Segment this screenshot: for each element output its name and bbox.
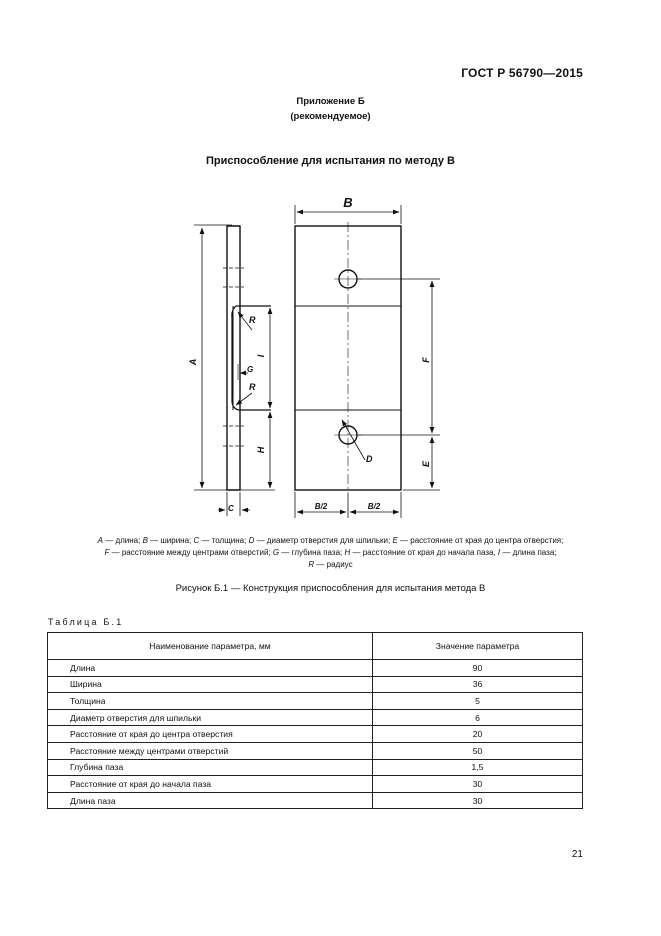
table-row [48,709,583,726]
legend-symbol: C [193,536,200,545]
parameters-table [47,632,583,809]
side-view [194,225,275,516]
legend-symbol: E [392,536,398,545]
legend-text: — глубина паза; [279,548,345,557]
parameter-name: Диаметр отверстия для шпильки [48,709,373,726]
legend-symbol: B [142,536,148,545]
legend-symbol: G [272,548,280,557]
figure-caption: Рисунок Б.1 — Конструкция приспособления для испытания метода В [175,583,486,594]
figure-title: Приспособление для испытания по методу В [206,155,455,167]
page-number: 21 [571,849,583,860]
label-e: E [421,460,431,468]
annex-title: Приложение Б [296,96,365,107]
legend-text: — радиус [314,560,353,569]
label-r-top: R [249,315,256,325]
parameter-value: 30 [373,776,583,793]
parameter-name: Глубина паза [48,759,373,776]
legend-line-2 [50,547,611,559]
legend-line-3 [50,559,611,571]
label-h: H [256,446,266,454]
header-parameter-value: Значение параметра [373,633,583,660]
parameter-name: Расстояние между центрами отверстий [48,742,373,759]
legend-symbol: R [308,560,315,569]
label-b: B [343,195,353,210]
parameter-name: Ширина [48,676,373,693]
standard-number: ГОСТ Р 56790—2015 [461,66,583,80]
parameter-name: Расстояние от края до начала паза [48,776,373,793]
label-a: A [188,358,198,366]
label-r-bottom: R [249,382,256,392]
legend-line-1 [50,535,611,547]
legend-text: — длина паза; [500,548,557,557]
table-row [48,660,583,677]
parameter-value: 50 [373,742,583,759]
label-g: G [247,365,254,374]
label-i: I [256,354,266,358]
table-row [48,776,583,793]
parameter-value: 30 [373,792,583,809]
parameter-value: 36 [373,676,583,693]
label-c: C [228,504,234,513]
legend-text: — ширина; [147,536,194,545]
table-row [48,759,583,776]
legend-symbol: H [344,548,351,557]
legend-text: — расстояние от края до центра отверстия; [397,536,564,545]
label-half-b-right: B/2 [367,502,381,511]
parameter-value: 5 [373,693,583,710]
legend-text: — толщина; [199,536,249,545]
legend-text: — расстояние между центрами отверстий; [109,548,273,557]
table-row [48,726,583,743]
legend-text: — расстояние от края до начала паза, [350,548,498,557]
parameter-name: Расстояние от края до центра отверстия [48,726,373,743]
parameter-value: 1,5 [373,759,583,776]
front-view [295,205,440,518]
parameter-value: 90 [373,660,583,677]
label-f: F [421,357,431,363]
table-row [48,792,583,809]
label-d: D [366,454,373,464]
table-label: Таблица Б.1 [48,617,124,627]
parameter-value: 20 [373,726,583,743]
annex-status: (рекомендуемое) [290,111,371,122]
table-row [48,742,583,759]
header-parameter-name: Наименование параметра, мм [48,633,373,660]
legend-text: — диаметр отверстия для шпильки; [254,536,393,545]
legend-symbol: F [104,548,110,557]
figure-legend [50,535,611,571]
parameter-name: Толщина [48,693,373,710]
label-half-b-left: B/2 [314,502,328,511]
table-row [48,676,583,693]
table-row [48,693,583,710]
table-header-row [48,633,583,660]
legend-symbol: D [248,536,255,545]
legend-symbol: I [497,548,501,557]
legend-text: — длина; [103,536,143,545]
parameter-value: 6 [373,709,583,726]
legend-symbol: A [97,536,103,545]
parameter-name: Длина [48,660,373,677]
parameter-name: Длина паза [48,792,373,809]
